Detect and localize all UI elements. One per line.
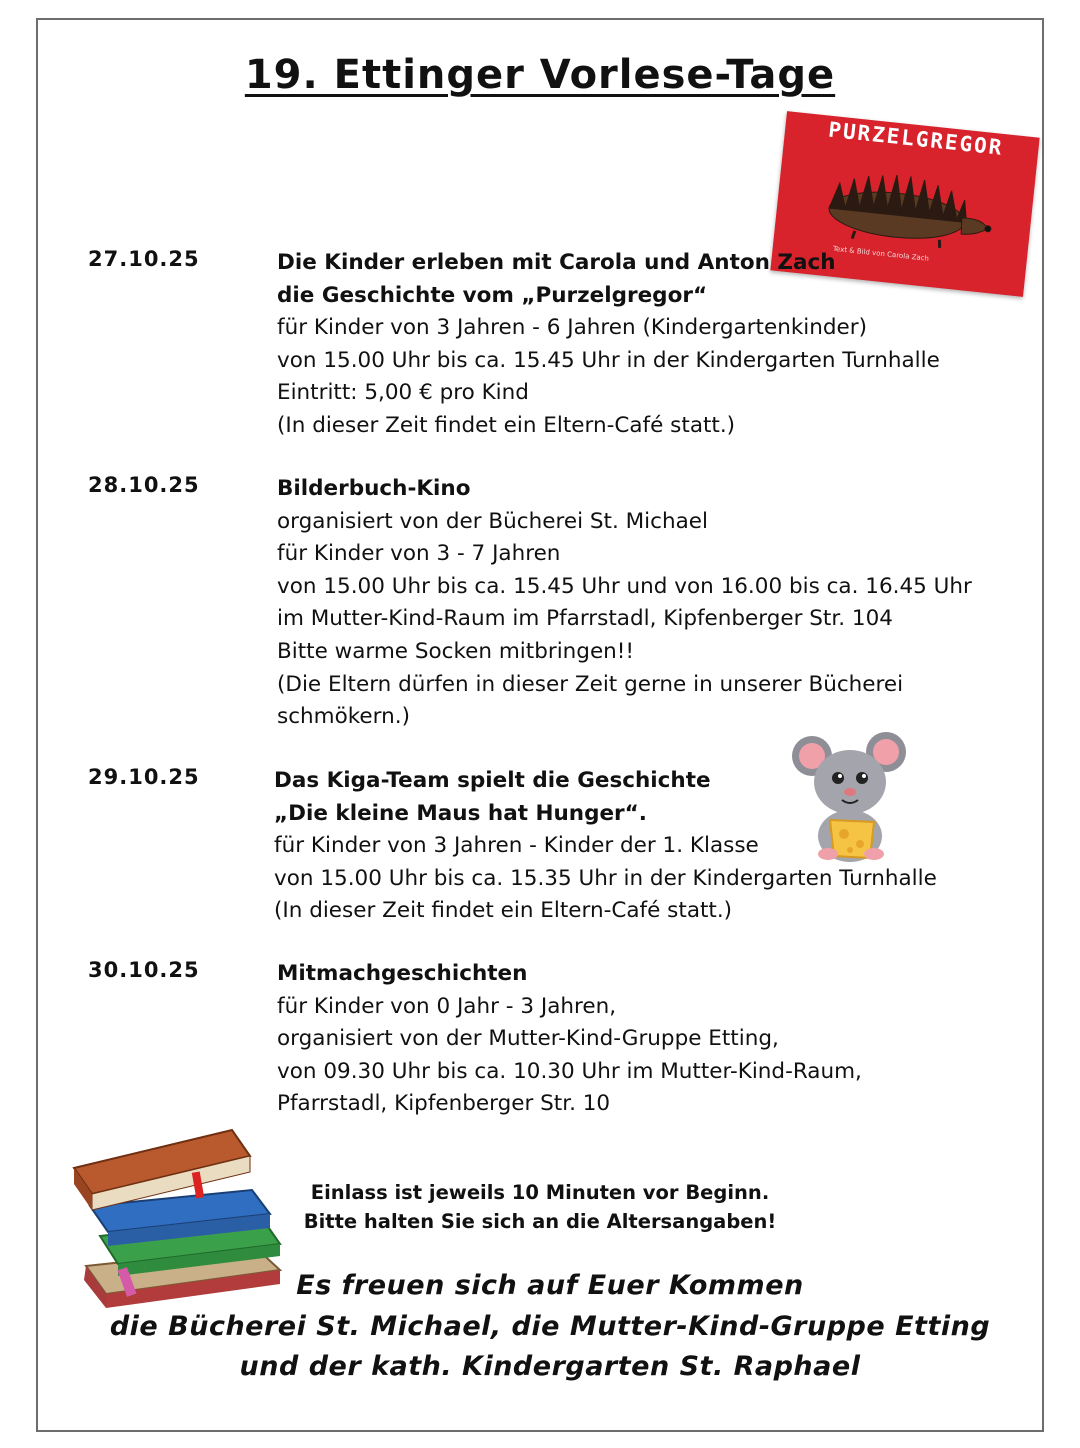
- event-date: 30.10.25: [88, 958, 200, 982]
- event-line: im Mutter-Kind-Raum im Pfarrstadl, Kipfenberger Str. 104: [277, 606, 893, 632]
- event-line: von 09.30 Uhr bis ca. 10.30 Uhr im Mutter-Kind-Raum,: [277, 1058, 862, 1084]
- event-details: [277, 244, 977, 443]
- event-date: 28.10.25: [88, 473, 200, 497]
- closing-line-1: Es freuen sich auf Euer Kommen: [296, 1270, 804, 1301]
- event-details: [274, 765, 974, 928]
- event-details: [277, 958, 977, 1121]
- event-line: Das Kiga-Team spielt die Geschichte: [274, 768, 711, 793]
- event-line: von 15.00 Uhr bis ca. 15.45 Uhr in der Kindergarten Turnhalle: [277, 347, 940, 373]
- event-line: (Die Eltern dürfen in dieser Zeit gerne in unserer Bücherei: [277, 671, 904, 697]
- event-line: organisiert von der Mutter-Kind-Gruppe Etting,: [277, 1026, 779, 1052]
- event-details: [277, 473, 977, 734]
- event-line: die Geschichte vom „Purzelgregor“: [277, 282, 708, 308]
- event-date: 29.10.25: [88, 765, 200, 789]
- event-line: (In dieser Zeit findet ein Eltern-Café statt.): [277, 412, 736, 438]
- event-line: Bitte warme Socken mitbringen!!: [277, 638, 635, 664]
- age-note: Bitte halten Sie sich an die Altersangaben!: [303, 1210, 777, 1233]
- event-line: von 15.00 Uhr bis ca. 15.35 Uhr in der Kindergarten Turnhalle: [274, 865, 937, 891]
- event-date: 27.10.25: [88, 247, 200, 271]
- event-line: Mitmachgeschichten: [277, 961, 528, 986]
- event-line: für Kinder von 3 Jahren - Kinder der 1. Klasse: [274, 833, 759, 859]
- event-line: Eintritt: 5,00 € pro Kind: [277, 380, 529, 406]
- event-line: (In dieser Zeit findet ein Eltern-Café statt.): [274, 898, 733, 924]
- closing-line-3: und der kath. Kindergarten St. Raphael: [239, 1351, 861, 1382]
- event-line: Die Kinder erleben mit Carola und Anton Zach: [277, 250, 836, 275]
- closing-line-2: die Bücherei St. Michael, die Mutter-Kind-Gruppe Etting: [109, 1311, 991, 1342]
- event-line: für Kinder von 0 Jahr - 3 Jahren,: [277, 993, 617, 1019]
- event-line: Pfarrstadl, Kipfenberger Str. 10: [277, 1091, 611, 1117]
- poster-title: 19. Ettinger Vorlese-Tage: [244, 52, 836, 98]
- admission-note: Einlass ist jeweils 10 Minuten vor Beginn.: [310, 1181, 770, 1204]
- event-line: „Die kleine Maus hat Hunger“.: [274, 800, 647, 826]
- event-line: schmökern.): [277, 704, 410, 730]
- event-line: für Kinder von 3 - 7 Jahren: [277, 541, 561, 567]
- event-line: Bilderbuch-Kino: [277, 476, 471, 501]
- event-line: von 15.00 Uhr bis ca. 15.45 Uhr und von 16.00 bis ca. 16.45 Uhr: [277, 573, 972, 599]
- event-line: organisiert von der Bücherei St. Michael: [277, 508, 708, 534]
- event-line: für Kinder von 3 Jahren - 6 Jahren (Kindergartenkinder): [277, 315, 867, 341]
- book-cover-credit: Text & Bild von Carola Zach: [832, 244, 930, 263]
- book-cover-title: PURZELGREGOR: [827, 117, 1005, 160]
